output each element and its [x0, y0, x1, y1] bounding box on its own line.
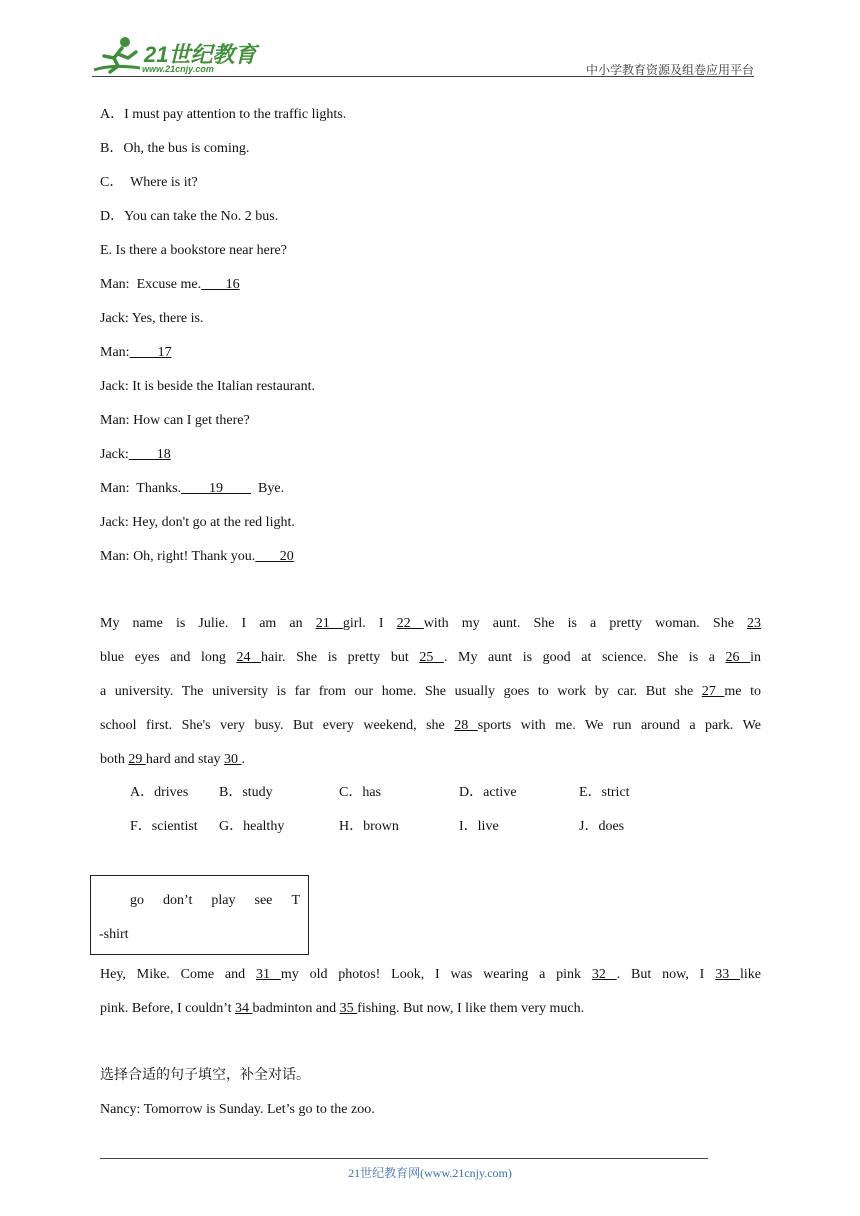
speaker: Jack:	[100, 311, 129, 326]
blank-34[interactable]: 34	[235, 1001, 253, 1016]
word-option: don’t	[163, 893, 193, 908]
blank-33[interactable]: 33	[715, 967, 741, 982]
blank-30[interactable]: 30	[224, 752, 242, 767]
passage-line	[100, 615, 761, 633]
blank-25[interactable]: 25	[419, 650, 444, 665]
word-box	[90, 875, 309, 955]
choice-i: I．live	[459, 819, 499, 834]
blank-27[interactable]: 27	[701, 684, 725, 699]
option-b: B．Oh, the bus is coming.	[100, 141, 250, 156]
header-divider	[92, 76, 754, 77]
word-option: see	[254, 893, 273, 908]
word-option: go	[130, 893, 144, 908]
blank-31[interactable]: 31	[256, 967, 281, 982]
blank-19[interactable]: 19	[181, 481, 252, 496]
choice-h: H．brown	[339, 819, 399, 834]
brand-name: 21世纪教育	[144, 42, 257, 67]
dialogue-text: Yes, there is.	[128, 311, 204, 326]
passage-line	[100, 717, 761, 735]
option-c: C． Where is it?	[100, 175, 198, 190]
passage-text: My name is Julie. I am an	[100, 616, 316, 631]
dialogue-line	[100, 480, 284, 498]
speaker: Jack:	[100, 447, 129, 462]
blank-32[interactable]: 32	[591, 967, 617, 982]
speaker: Man:	[100, 481, 130, 496]
brand-url: www.21cnjy.com	[142, 64, 214, 74]
option-a: A．I must pay attention to the traffic lights.	[100, 107, 347, 122]
passage-line	[100, 751, 761, 769]
dialogue-text: Bye.	[251, 481, 285, 496]
word-box-row	[130, 892, 300, 910]
blank-35[interactable]: 35	[339, 1001, 358, 1016]
word-option: T	[291, 893, 300, 908]
passage-text: both	[100, 752, 129, 767]
dialogue-line	[100, 276, 240, 294]
passage-text: hard and stay	[145, 752, 225, 767]
dialogue-text: How can I get there?	[129, 413, 250, 428]
speaker: Jack:	[100, 379, 129, 394]
passage-text: .	[241, 752, 246, 767]
passage-line	[100, 649, 761, 667]
site-logo	[92, 34, 262, 78]
word-option-continued: -shirt	[99, 927, 129, 942]
dialogue-line	[100, 548, 294, 566]
platform-title: 中小学教育资源及组卷应用平台	[585, 63, 754, 77]
option-d: D．You can take the No. 2 bus.	[100, 209, 279, 224]
blank-17[interactable]: 17	[129, 345, 172, 360]
blank-16[interactable]: 16	[201, 277, 240, 292]
blank-22[interactable]: 22	[396, 616, 424, 631]
speaker: Man:	[100, 345, 130, 360]
passage-line	[100, 1000, 761, 1018]
blank-24[interactable]: 24	[236, 650, 262, 665]
passage-text: blue eyes and long	[100, 650, 237, 665]
dialogue-line: Nancy: Tomorrow is Sunday. Let’s go to the zoo.	[100, 1102, 375, 1117]
dialogue-line	[100, 446, 171, 464]
passage-text: in	[750, 650, 762, 665]
blank-28[interactable]: 28	[454, 718, 478, 733]
passage-text: . My aunt is good at science. She is a	[443, 650, 726, 665]
passage-text: . But now, I	[616, 967, 716, 982]
passage-text: fishing. But now, I like them very much.	[357, 1001, 585, 1016]
blank-18[interactable]: 18	[128, 447, 171, 462]
dialogue-line	[100, 310, 203, 328]
choice-c: C．has	[339, 785, 381, 800]
blank-29[interactable]: 29	[128, 752, 146, 767]
instruction: 选择合适的句子填空，补全对话。	[100, 1068, 310, 1083]
blank-26[interactable]: 26	[725, 650, 751, 665]
dialogue-text: Oh, right! Thank you.	[129, 549, 256, 564]
blank-20[interactable]: 20	[255, 549, 294, 564]
passage-line	[100, 683, 761, 701]
dialogue-text: It is beside the Italian restaurant.	[128, 379, 315, 394]
blank-21[interactable]: 21	[315, 616, 343, 631]
dialogue-line	[100, 412, 250, 430]
passage-text: Hey, Mike. Come and	[100, 967, 256, 982]
passage-text: sports with me. We run around a park. We	[477, 718, 761, 733]
passage-text: a university. The university is far from our home. She usually goes to work by car. But she	[100, 684, 702, 699]
option-e: E. Is there a bookstore near here?	[100, 243, 287, 258]
dialogue-line	[100, 514, 295, 532]
choice-d: D．active	[459, 785, 517, 800]
choice-g: G．healthy	[219, 819, 285, 834]
choice-e: E．strict	[579, 785, 630, 800]
word-option: play	[211, 893, 236, 908]
speaker: Man:	[100, 413, 130, 428]
dialogue-line	[100, 344, 172, 362]
dialogue-text: Hey, don't go at the red light.	[128, 515, 295, 530]
passage-text: girl. I	[342, 616, 397, 631]
footer-divider	[100, 1158, 708, 1159]
blank-23[interactable]: 23	[747, 616, 762, 631]
choice-a: A．drives	[130, 785, 189, 800]
passage-text: badminton and	[252, 1001, 340, 1016]
passage-text: my old photos! Look, I was wearing a pink	[280, 967, 592, 982]
passage-text: pink. Before, I couldn’t	[100, 1001, 236, 1016]
passage-text: hair. She is pretty but	[261, 650, 420, 665]
speaker: Man:	[100, 549, 130, 564]
dialogue-line	[100, 378, 315, 396]
passage-text: school first. She's very busy. But every weekend, she	[100, 718, 455, 733]
choice-f: F．scientist	[130, 819, 198, 834]
passage-text: me to	[724, 684, 761, 699]
passage-text: with my aunt. She is a pretty woman. She	[423, 616, 748, 631]
choice-b: B．study	[219, 785, 273, 800]
dialogue-text: Excuse me.	[129, 277, 202, 292]
footer-link[interactable]: 21世纪教育网(www.21cnjy.com)	[348, 1166, 512, 1180]
runner-logo-icon	[92, 34, 144, 78]
choice-j: J．does	[579, 819, 625, 834]
dialogue-text: Thanks.	[129, 481, 182, 496]
speaker: Jack:	[100, 515, 129, 530]
passage-line	[100, 966, 761, 984]
passage-text: like	[740, 967, 762, 982]
speaker: Man:	[100, 277, 130, 292]
